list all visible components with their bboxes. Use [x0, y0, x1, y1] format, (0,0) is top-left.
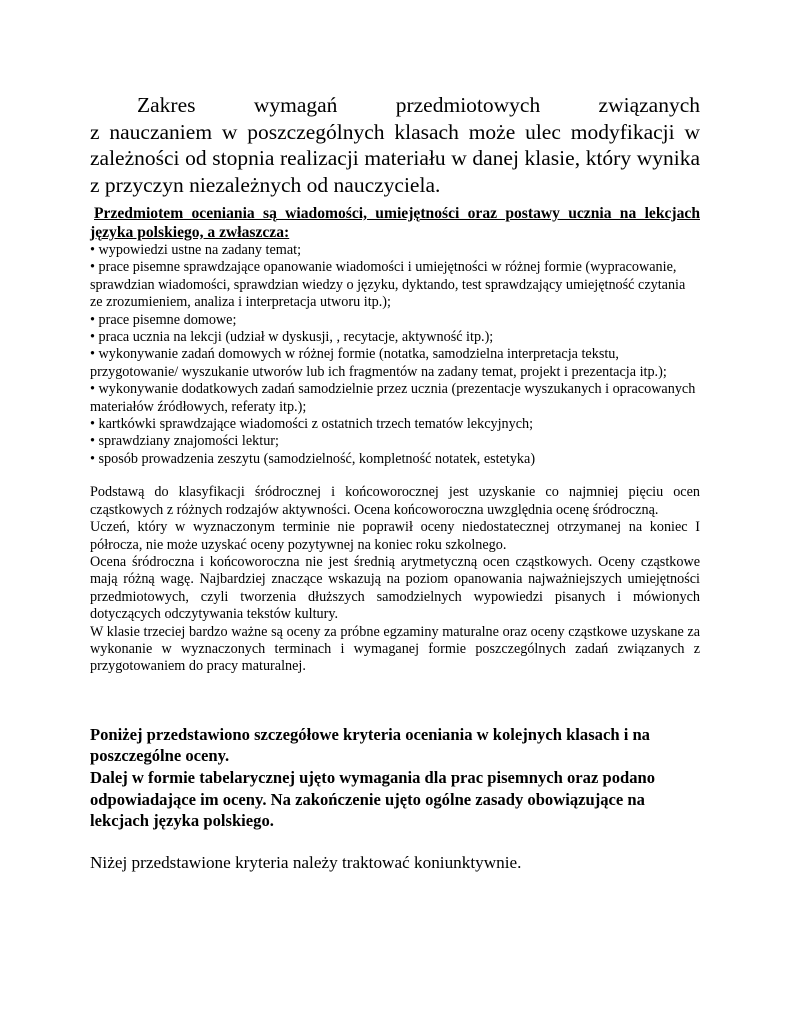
- assessment-heading: Przedmiotem oceniania są wiadomości, umiejętności oraz postawy ucznia na lekcjach języka polskiego, a zwłaszcza:: [90, 205, 700, 241]
- rule-paragraph: Uczeń, który w wyznaczonym terminie nie poprawił oceny niedostatecznej otrzymanej na koniec I półrocza, nie może uzyskać oceny pozytywnej na koniec roku szkolnego.: [90, 519, 700, 553]
- list-item: • wykonywanie dodatkowych zadań samodzielnie przez ucznia (prezentacje wyszukanych i opracowanych materiałów źródłowych, referaty itp.);: [90, 381, 696, 415]
- rule-paragraph: Ocena śródroczna i końcoworoczna nie jest średnią arytmetyczną ocen cząstkowych. Oceny cząstkowe mają różną wagę. Najbardziej znaczące wskazują na poziom opanowania najważniejszych umiejętności przedmiotowych, czyli tworzenia dłuższych samodzielnych wypowiedzi pisanych i mówionych dotyczących odczytywania tekstów kultury.: [90, 553, 700, 623]
- closing-line: Niżej przedstawione kryteria należy traktować koniunktywnie.: [90, 852, 522, 872]
- list-item: • kartkówki sprawdzające wiadomości z ostatnich trzech tematów lekcyjnych;: [90, 416, 534, 433]
- summary-line: Poniżej przedstawiono szczegółowe kryteria oceniania w kolejnych klasach i na poszczególne oceny.: [90, 724, 650, 766]
- list-item: • praca ucznia na lekcji (udział w dyskusji, , recytacje, aktywność itp.);: [90, 329, 494, 346]
- list-item: • sprawdziany znajomości lektur;: [90, 433, 279, 450]
- assessment-list: [90, 242, 700, 468]
- spacer: [90, 468, 700, 484]
- document-page: [90, 92, 700, 874]
- summary-line: Dalej w formie tabelarycznej ujęto wymagania dla prac pisemnych oraz podano odpowiadające im oceny. Na zakończenie ujęto ogólne zasady obowiązujące na lekcjach języka polskiego.: [90, 767, 656, 831]
- rule-paragraph: W klasie trzeciej bardzo ważne są oceny za próbne egzaminy maturalne oraz oceny cząstkowe uzyskane za wykonanie w wyznaczonych terminach i wymaganej formie poszczególnych zadań związanych z przygotowaniem do pracy maturalnej.: [90, 623, 700, 675]
- intro-first-line: Zakres wymagań przedmiotowych związanych: [137, 93, 700, 117]
- list-item: • wypowiedzi ustne na zadany temat;: [90, 242, 302, 258]
- list-item: • wykonywanie zadań domowych w różnej formie (notatka, samodzielna interpretacja tekstu, przygotowanie/ wyszukanie utworów lub ich fragmentów na zadany temat, projekt i prezentacja itp.);: [90, 346, 667, 380]
- list-item: • prace pisemne sprawdzające opanowanie wiadomości i umiejętności w różnej formie (wypracowanie, sprawdzian wiadomości, sprawdzian wiedzy o języku, dyktando, test sprawdzający umiejętność czytania ze zrozumieniem, analiza i interpretacja utworu itp.);: [90, 259, 686, 311]
- intro-rest: z nauczaniem w poszczególnych klasach może ulec modyfikacji w zależności od stopnia realizacji materiału w danej klasie, który wynika z przyczyn niezależnych od nauczyciela.: [90, 119, 700, 197]
- list-item: • prace pisemne domowe;: [90, 311, 237, 328]
- list-item: • sposób prowadzenia zeszytu (samodzielność, kompletność notatek, estetyka): [90, 450, 536, 467]
- rule-paragraph: Podstawą do klasyfikacji śródrocznej i końcoworocznej jest uzyskanie co najmniej pięciu ocen cząstkowych z różnych rodzajów aktywności. Ocena końcoworoczna uwzględnia ocenę śródroczną.: [90, 484, 700, 518]
- summary-block: [90, 724, 700, 832]
- intro-paragraph: [90, 92, 700, 198]
